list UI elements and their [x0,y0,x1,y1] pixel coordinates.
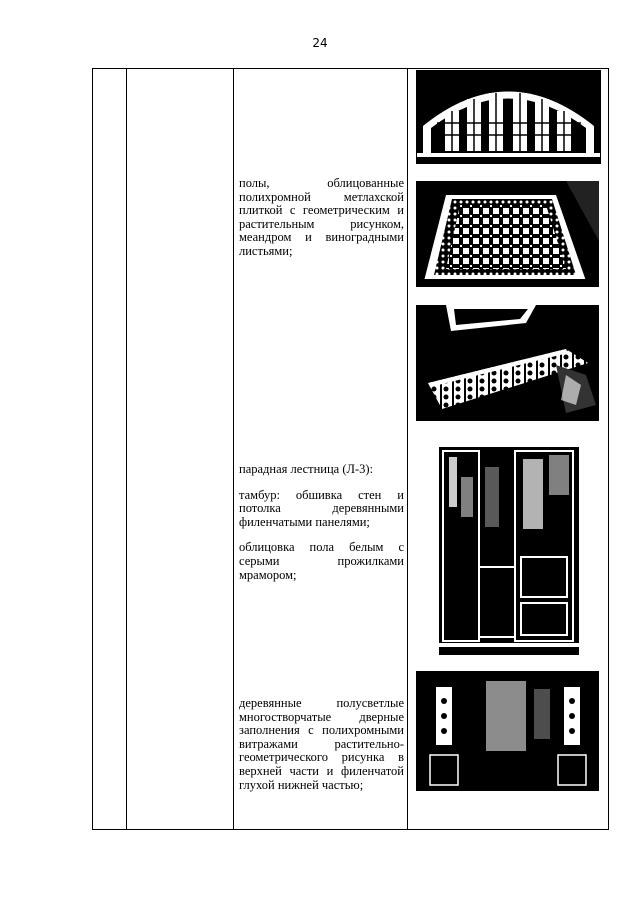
floor-border-photo [416,305,599,421]
staircase-description [239,463,404,594]
marble-text: облицовка пола белым с серыми прожилками мрамором; [239,540,404,582]
page-number: 24 [312,36,328,50]
floors-description: полы, облицованные полихромной метлахской плиткой с геометрическим и растительным рисунком, меандром и виноградными листьями; [239,176,404,258]
column-divider-1 [126,69,127,829]
arched-window-photo [416,70,601,164]
stained-glass-doors-photo [416,671,599,791]
doors-description: деревянные полусветлые многостворчатые дверные заполнения с полихромными витражами растительно-геометрического рисунка в верхней части и филенчатой глухой нижней частью; [239,696,404,792]
staircase-title: парадная лестница (Л-3): [239,462,374,476]
column-divider-2 [233,69,234,829]
tiled-floor-photo [416,181,599,287]
vestibule-text: тамбур: обшивка стен и потолка деревянными филенчатыми панелями; [239,487,404,529]
monument-table [92,68,609,830]
vestibule-panels-photo [439,447,579,655]
column-divider-3 [407,69,408,829]
